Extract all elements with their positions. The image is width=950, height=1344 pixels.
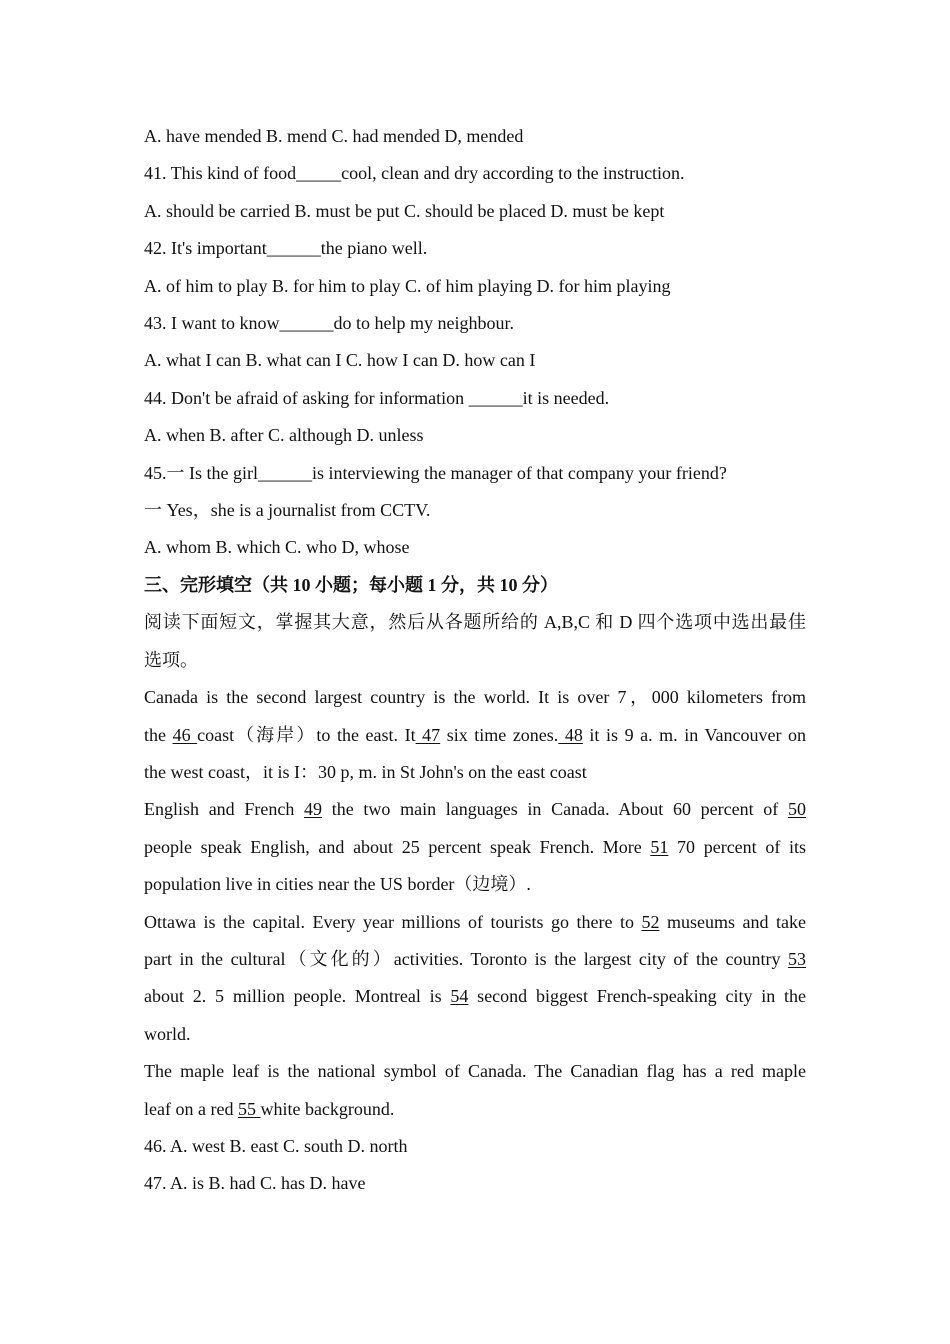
q41-options: A. should be carried B. must be put C. should be placed D. must be kept bbox=[144, 200, 665, 221]
section-instruction-line-1: 阅读下面短文，掌握其大意，然后从各题所给的 A,B,C 和 D 四个选项中选出最佳 bbox=[144, 612, 806, 633]
blank-49: 49 bbox=[304, 799, 323, 820]
text-run: people speak English, and about 25 percent speak French. More bbox=[144, 836, 651, 857]
blank-50: 50 bbox=[788, 799, 806, 820]
section-heading: 三、完形填空（共 10 小题；每小题 1 分，共 10 分） bbox=[144, 574, 558, 595]
section-instruction-line-2: 选项。 bbox=[144, 649, 198, 670]
passage-p4-line-2 bbox=[144, 1091, 806, 1128]
blank-54: 54 bbox=[450, 986, 469, 1007]
q42-options: A. of him to play B. for him to play C. of him playing D. for him playing bbox=[144, 275, 671, 296]
q41-stem: 41. This kind of food_____cool, clean and dry according to the instruction. bbox=[144, 163, 685, 184]
text-run: the bbox=[144, 724, 173, 745]
text-run: 70 percent of its bbox=[668, 836, 806, 857]
passage-p4-line-1: The maple leaf is the national symbol of Canada. The Canadian flag has a red maple bbox=[144, 1061, 806, 1082]
text-run: coast（海岸）to the east. It bbox=[197, 724, 416, 745]
q45-reply: 一 Yes，she is a journalist from CCTV. bbox=[144, 500, 431, 521]
blank-46: 46 bbox=[172, 724, 198, 745]
text-run: Ottawa is the capital. Every year millions of tourists go there to bbox=[144, 911, 642, 932]
passage-p2-line-3: population live in cities near the US border（边境）. bbox=[144, 874, 531, 895]
passage-p2-line-1 bbox=[144, 791, 806, 828]
blank-51: 51 bbox=[650, 836, 669, 857]
passage-p3-line-4: world. bbox=[144, 1023, 191, 1044]
q42-stem: 42. It's important______the piano well. bbox=[144, 238, 428, 259]
text-run: English and French bbox=[144, 799, 305, 820]
passage-p2-line-2 bbox=[144, 829, 806, 866]
text-run: second biggest French-speaking city in the bbox=[468, 986, 806, 1007]
blank-53: 53 bbox=[788, 948, 806, 969]
q43-options: A. what I can B. what can I C. how I can D. how can I bbox=[144, 350, 536, 371]
exam-page bbox=[144, 118, 806, 1203]
q40-options: A. have mended B. mend C. had mended D, mended bbox=[144, 126, 524, 146]
text-run: it is 9 a. m. in Vancouver on bbox=[582, 724, 807, 745]
passage-p1-line-3: the west coast，it is I：30 p, m. in St John's on the east coast bbox=[144, 761, 587, 782]
passage-p1-line-2 bbox=[144, 717, 806, 754]
q45-options: A. whom B. which C. who D, whose bbox=[144, 537, 410, 558]
text-run: six time zones. bbox=[440, 724, 559, 745]
blank-47: 47 bbox=[415, 724, 441, 745]
text-run: part in the cultural（文化的）activities. Toronto is the largest city of the country bbox=[144, 948, 788, 969]
q44-options: A. when B. after C. although D. unless bbox=[144, 425, 424, 446]
blank-55: 55 bbox=[237, 1098, 261, 1119]
text-run: leaf on a red bbox=[144, 1098, 238, 1119]
text-run: about 2. 5 million people. Montreal is bbox=[144, 986, 451, 1007]
q46-options: 46. A. west B. east C. south D. north bbox=[144, 1135, 408, 1156]
q45-stem: 45.一 Is the girl______is interviewing the manager of that company your friend? bbox=[144, 462, 727, 483]
text-run: the two main languages in Canada. About 60 percent of bbox=[322, 799, 788, 820]
passage-p1-line-1: Canada is the second largest country is the world. It is over 7，000 kilometers from bbox=[144, 687, 806, 708]
blank-52: 52 bbox=[641, 911, 660, 932]
text-run: museums and take bbox=[659, 911, 806, 932]
q47-options: 47. A. is B. had C. has D. have bbox=[144, 1173, 366, 1194]
passage-p3-line-2 bbox=[144, 941, 806, 978]
blank-48: 48 bbox=[558, 724, 583, 745]
passage-p3-line-3 bbox=[144, 978, 806, 1015]
q44-stem: 44. Don't be afraid of asking for information ______it is needed. bbox=[144, 387, 610, 408]
passage-p3-line-1 bbox=[144, 904, 806, 941]
text-run: white background. bbox=[260, 1098, 395, 1119]
q43-stem: 43. I want to know______do to help my neighbour. bbox=[144, 313, 514, 334]
